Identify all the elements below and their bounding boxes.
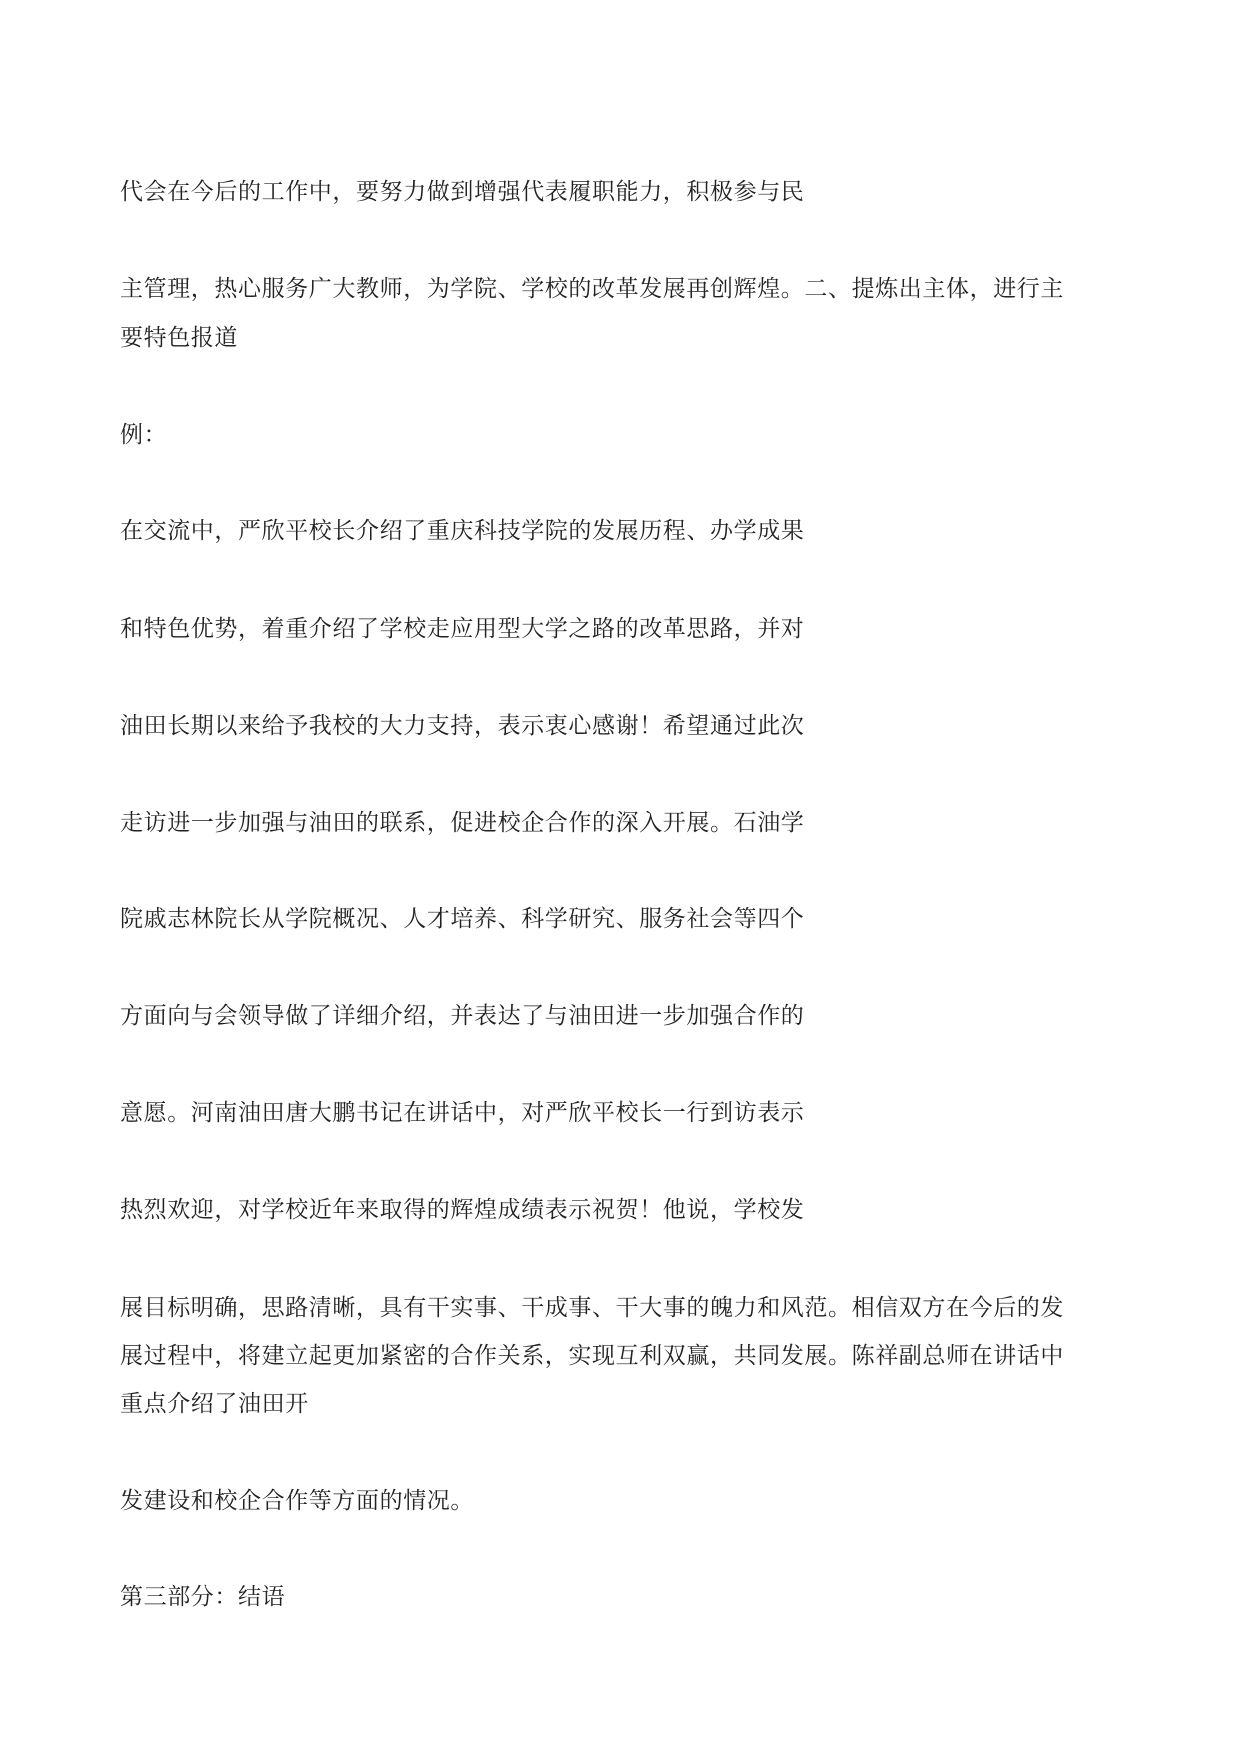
paragraph-13-line-1: 发建设和校企合作等方面的情况。 bbox=[120, 1488, 474, 1514]
paragraph-12-line-1: 展目标明确，思路清晰，具有干实事、干成事、干大事的魄力和风范。相信双方在今后的发 bbox=[120, 1295, 1064, 1321]
paragraph-9-line-1: 方面向与会领导做了详细介绍，并表达了与油田进一步加强合作的 bbox=[120, 1003, 805, 1029]
paragraph-7-line-1: 走访进一步加强与油田的联系，促进校企合作的深入开展。石油学 bbox=[120, 810, 805, 836]
paragraph-12-line-2: 展过程中，将建立起更加紧密的合作关系，实现互利双赢，共同发展。陈祥副总师在讲话中 bbox=[120, 1343, 1064, 1369]
paragraph-1-line-1: 代会在今后的工作中，要努力做到增强代表履职能力，积极参与民 bbox=[120, 179, 805, 205]
paragraph-10-line-1: 意愿。河南油田唐大鹏书记在讲话中，对严欣平校长一行到访表示 bbox=[120, 1100, 805, 1126]
paragraph-2-line-1: 主管理，热心服务广大教师，为学院、学校的改革发展再创辉煌。二、提炼出主体，进行主 bbox=[120, 276, 1064, 302]
section-heading-conclusion: 第三部分：结语 bbox=[120, 1584, 286, 1610]
paragraph-8-line-1: 院戚志林院长从学院概况、人才培养、科学研究、服务社会等四个 bbox=[120, 906, 805, 932]
paragraph-4-line-1: 在交流中，严欣平校长介绍了重庆科技学院的发展历程、办学成果 bbox=[120, 518, 805, 544]
paragraph-6-line-1: 油田长期以来给予我校的大力支持，表示衷心感谢！希望通过此次 bbox=[120, 713, 805, 739]
paragraph-2-line-2: 要特色报道 bbox=[120, 325, 238, 351]
paragraph-11-line-1: 热烈欢迎，对学校近年来取得的辉煌成绩表示祝贺！他说，学校发 bbox=[120, 1197, 805, 1223]
paragraph-5-line-1: 和特色优势，着重介绍了学校走应用型大学之路的改革思路，并对 bbox=[120, 616, 805, 642]
paragraph-3-line-1: 例： bbox=[120, 422, 168, 448]
paragraph-12-line-3: 重点介绍了油田开 bbox=[120, 1391, 309, 1417]
